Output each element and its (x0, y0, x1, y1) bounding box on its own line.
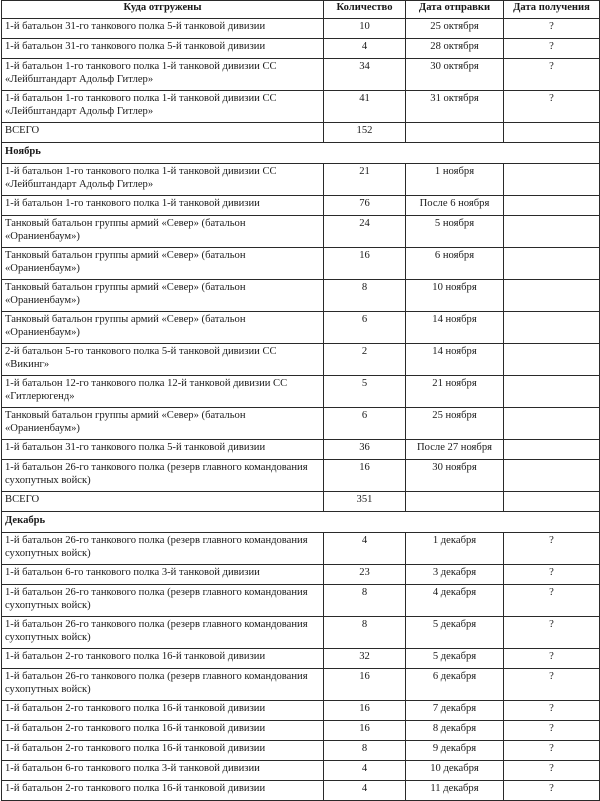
quantity-cell: 8 (324, 280, 406, 312)
destination-cell: Танковый батальон группы армий «Север» (батальон «Ораниенбаум») (2, 312, 324, 344)
destination-cell: 1-й батальон 2-го танкового полка 16-й танковой дивизии (2, 741, 324, 761)
date-sent-cell: 1 декабря (406, 533, 504, 565)
date-sent-cell: 10 декабря (406, 761, 504, 781)
table-row (2, 312, 600, 344)
destination-cell: Танковый батальон группы армий «Север» (батальон «Ораниенбаум») (2, 216, 324, 248)
quantity-cell: 21 (324, 164, 406, 196)
header-quantity: Количество (324, 1, 406, 19)
table-row (2, 39, 600, 59)
header-destination: Куда отгружены (2, 1, 324, 19)
quantity-cell: 2 (324, 344, 406, 376)
table-row (2, 565, 600, 585)
quantity-cell: 4 (324, 761, 406, 781)
date-received-cell: ? (504, 617, 600, 649)
quantity-cell: 16 (324, 460, 406, 492)
date-received-cell (504, 492, 600, 512)
destination-cell: ВСЕГО (2, 492, 324, 512)
quantity-cell: 24 (324, 216, 406, 248)
date-sent-cell: 30 ноября (406, 460, 504, 492)
date-received-cell: ? (504, 741, 600, 761)
table-row (2, 196, 600, 216)
date-sent-cell: 5 ноября (406, 216, 504, 248)
date-sent-cell: 4 декабря (406, 585, 504, 617)
section-row (2, 512, 600, 533)
destination-cell: Танковый батальон группы армий «Север» (батальон «Ораниенбаум») (2, 408, 324, 440)
date-received-cell (504, 312, 600, 344)
date-sent-cell: 25 ноября (406, 408, 504, 440)
table-row (2, 701, 600, 721)
date-sent-cell (406, 123, 504, 143)
date-received-cell (504, 376, 600, 408)
date-sent-cell: 21 ноября (406, 376, 504, 408)
destination-cell: 1-й батальон 31-го танкового полка 5-й танковой дивизии (2, 19, 324, 39)
date-received-cell: ? (504, 701, 600, 721)
destination-cell: 1-й батальон 31-го танкового полка 5-й танковой дивизии (2, 39, 324, 59)
table-row (2, 216, 600, 248)
date-sent-cell: 5 декабря (406, 617, 504, 649)
quantity-cell: 16 (324, 248, 406, 280)
date-received-cell: ? (504, 669, 600, 701)
quantity-cell: 8 (324, 741, 406, 761)
destination-cell: 1-й батальон 2-го танкового полка 16-й танковой дивизии (2, 649, 324, 669)
date-sent-cell: 31 октября (406, 91, 504, 123)
destination-cell: 1-й батальон 2-го танкового полка 16-й танковой дивизии (2, 721, 324, 741)
destination-cell: 1-й батальон 26-го танкового полка (резерв главного командования сухопутных войск) (2, 533, 324, 565)
destination-cell: 1-й батальон 26-го танкового полка (резерв главного командования сухопутных войск) (2, 617, 324, 649)
header-date-received: Дата получения (504, 1, 600, 19)
date-sent-cell: 25 октября (406, 19, 504, 39)
date-sent-cell: 6 декабря (406, 669, 504, 701)
date-sent-cell: После 6 ноября (406, 196, 504, 216)
date-sent-cell: 5 декабря (406, 649, 504, 669)
date-sent-cell: 7 декабря (406, 701, 504, 721)
table-row (2, 19, 600, 39)
quantity-cell: 34 (324, 59, 406, 91)
table-row (2, 164, 600, 196)
table-row (2, 59, 600, 91)
destination-cell: 2-й батальон 5-го танкового полка 5-й танковой дивизии СС «Викинг» (2, 344, 324, 376)
quantity-cell: 36 (324, 440, 406, 460)
table-row (2, 460, 600, 492)
destination-cell: 1-й батальон 1-го танкового полка 1-й танковой дивизии (2, 196, 324, 216)
date-received-cell: ? (504, 19, 600, 39)
shipments-table (1, 0, 600, 801)
destination-cell: 1-й батальон 31-го танкового полка 5-й танковой дивизии (2, 440, 324, 460)
date-sent-cell: 8 декабря (406, 721, 504, 741)
date-received-cell: ? (504, 59, 600, 91)
date-received-cell (504, 248, 600, 280)
date-received-cell (504, 164, 600, 196)
table-row (2, 344, 600, 376)
date-received-cell (504, 123, 600, 143)
date-sent-cell: 28 октября (406, 39, 504, 59)
total-row (2, 492, 600, 512)
destination-cell: 1-й батальон 1-го танкового полка 1-й танковой дивизии СС «Лейбштандарт Адольф Гитлер» (2, 164, 324, 196)
date-received-cell (504, 216, 600, 248)
total-row (2, 123, 600, 143)
quantity-cell: 351 (324, 492, 406, 512)
quantity-cell: 32 (324, 649, 406, 669)
section-title: Ноябрь (2, 143, 600, 164)
date-sent-cell: 9 декабря (406, 741, 504, 761)
table-body (2, 19, 600, 801)
quantity-cell: 4 (324, 781, 406, 801)
date-received-cell: ? (504, 39, 600, 59)
table-row (2, 721, 600, 741)
quantity-cell: 4 (324, 533, 406, 565)
date-received-cell: ? (504, 585, 600, 617)
date-received-cell (504, 408, 600, 440)
destination-cell: 1-й батальон 26-го танкового полка (резерв главного командования сухопутных войск) (2, 669, 324, 701)
destination-cell: Танковый батальон группы армий «Север» (батальон «Ораниенбаум») (2, 280, 324, 312)
date-received-cell (504, 440, 600, 460)
date-received-cell (504, 344, 600, 376)
date-received-cell: ? (504, 721, 600, 741)
table-row (2, 248, 600, 280)
table-row (2, 649, 600, 669)
quantity-cell: 10 (324, 19, 406, 39)
destination-cell: 1-й батальон 26-го танкового полка (резерв главного командования сухопутных войск) (2, 585, 324, 617)
section-title: Декабрь (2, 512, 600, 533)
destination-cell: Танковый батальон группы армий «Север» (батальон «Ораниенбаум») (2, 248, 324, 280)
date-sent-cell: 14 ноября (406, 312, 504, 344)
table-header-row (2, 1, 600, 19)
quantity-cell: 16 (324, 669, 406, 701)
destination-cell: 1-й батальон 1-го танкового полка 1-й танковой дивизии СС «Лейбштандарт Адольф Гитлер» (2, 91, 324, 123)
table-row (2, 408, 600, 440)
quantity-cell: 76 (324, 196, 406, 216)
table-row (2, 91, 600, 123)
quantity-cell: 6 (324, 312, 406, 344)
quantity-cell: 16 (324, 721, 406, 741)
header-date-sent: Дата отправки (406, 1, 504, 19)
destination-cell: 1-й батальон 1-го танкового полка 1-й танковой дивизии СС «Лейбштандарт Адольф Гитлер» (2, 59, 324, 91)
quantity-cell: 8 (324, 617, 406, 649)
table-row (2, 741, 600, 761)
date-sent-cell: 1 ноября (406, 164, 504, 196)
destination-cell: 1-й батальон 2-го танкового полка 16-й танковой дивизии (2, 701, 324, 721)
quantity-cell: 6 (324, 408, 406, 440)
table-row (2, 533, 600, 565)
section-row (2, 143, 600, 164)
destination-cell: 1-й батальон 6-го танкового полка 3-й танковой дивизии (2, 761, 324, 781)
quantity-cell: 4 (324, 39, 406, 59)
date-received-cell (504, 280, 600, 312)
date-sent-cell: После 27 ноября (406, 440, 504, 460)
date-received-cell: ? (504, 761, 600, 781)
date-sent-cell: 11 декабря (406, 781, 504, 801)
table-row (2, 280, 600, 312)
date-received-cell: ? (504, 91, 600, 123)
table-row (2, 440, 600, 460)
destination-cell: 1-й батальон 6-го танкового полка 3-й танковой дивизии (2, 565, 324, 585)
date-sent-cell: 6 ноября (406, 248, 504, 280)
date-received-cell: ? (504, 533, 600, 565)
date-sent-cell: 10 ноября (406, 280, 504, 312)
quantity-cell: 23 (324, 565, 406, 585)
destination-cell: ВСЕГО (2, 123, 324, 143)
table-row (2, 781, 600, 801)
date-sent-cell (406, 492, 504, 512)
table-row (2, 585, 600, 617)
table-row (2, 376, 600, 408)
date-sent-cell: 14 ноября (406, 344, 504, 376)
date-received-cell: ? (504, 781, 600, 801)
quantity-cell: 8 (324, 585, 406, 617)
date-sent-cell: 3 декабря (406, 565, 504, 585)
quantity-cell: 5 (324, 376, 406, 408)
table-row (2, 761, 600, 781)
date-received-cell: ? (504, 565, 600, 585)
quantity-cell: 16 (324, 701, 406, 721)
destination-cell: 1-й батальон 12-го танкового полка 12-й танковой дивизии СС «Гитлерюгенд» (2, 376, 324, 408)
quantity-cell: 152 (324, 123, 406, 143)
date-sent-cell: 30 октября (406, 59, 504, 91)
date-received-cell (504, 196, 600, 216)
table-row (2, 669, 600, 701)
date-received-cell (504, 460, 600, 492)
destination-cell: 1-й батальон 26-го танкового полка (резерв главного командования сухопутных войск) (2, 460, 324, 492)
destination-cell: 1-й батальон 2-го танкового полка 16-й танковой дивизии (2, 781, 324, 801)
date-received-cell: ? (504, 649, 600, 669)
quantity-cell: 41 (324, 91, 406, 123)
table-row (2, 617, 600, 649)
